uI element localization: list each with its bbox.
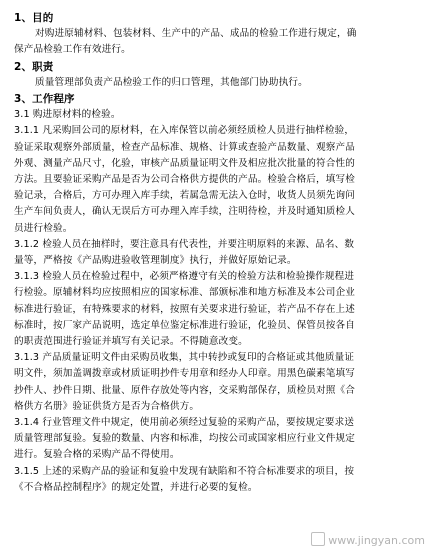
watermark-text: www.jingyan.com (328, 534, 425, 547)
text-line: 3.1.5 上述的采购产品的验证和复验中发现有缺陷和不符合标准要求的项目，按 (14, 465, 355, 477)
text-line: 3.1.1 凡采购回公司的原材料，在入库保管以前必须经质检人员进行抽样检验， (14, 125, 355, 137)
text-line: 员进行检验。 (14, 222, 73, 234)
text-line: 3.1.2 检验人员在抽样时，要注意具有代表性，并要注明原料的来源、品名、数 (14, 238, 355, 250)
text-line: 进行。复验合格的采购产品不得使用。 (14, 449, 180, 461)
text-line: 量等，严格按《产品购进验收管理制度》执行，并做好原始记录。 (14, 255, 297, 267)
text-line: 行检验。原辅材料均应按照相应的国家标准、部颁标准和地方标准及本公司企业 (14, 287, 356, 299)
text-line: 标准时，按厂家产品说明，选定单位鉴定标准进行验证，化验员、保管员按各自 (14, 319, 356, 331)
text-line: 抄件人、抄件日期、批量、原件存放处等内容，交采购部保存，质检员对照《合 (14, 384, 356, 396)
section-heading: 1、目的 (14, 12, 54, 24)
section-heading: 2、职责 (14, 60, 54, 73)
text-line: 验记录，合格后，方可办理入库手续，若属急需无法入仓时，收货人员须先询问 (14, 190, 356, 202)
text-line: 验证采取观察外部质量，检查产品标准、规格、计算或查验产品数量、观察产品 (14, 141, 356, 153)
text-line: 3.1.3 产品质量证明文件由采购员收集，其中转抄或复印的合格证或其他质量证 (14, 352, 355, 364)
document-body (14, 10, 421, 496)
text-line: 3.1 购进原材料的检验。 (14, 109, 121, 121)
text-line: 《不合格品控制程序》的规定处置，并进行必要的复检。 (14, 481, 258, 493)
text-line: 3.1.3 检验人员在检验过程中，必须严格遵守有关的检验方法和检验操作规程进 (14, 271, 355, 283)
text-line: 明文件，须加盖调拨章或材质证明抄件专用章和经办人印章。用黑色碳素笔填写 (14, 368, 356, 380)
text-line: 质量管理部复验。复验的数量、内容和标准，均按公司或国家相应行业文件规定 (14, 433, 356, 445)
watermark (311, 532, 425, 547)
text-line: 对购进原辅材料、包装材料、生产中的产品、成品的检验工作进行规定，确 (35, 28, 357, 40)
text-line: 格供方名册》验证供货方是否为合格供方。 (14, 400, 200, 412)
text-line: 的职责范围进行验证并填写有关记录。不得随意改变。 (14, 336, 248, 348)
text-line: 标准进行验证，有特殊要求的材料，按照有关要求进行验证，若产品不存在上述 (14, 303, 356, 315)
text-line: 质量管理部负责产品检验工作的归口管理，其他部门协助执行。 (35, 76, 308, 88)
text-line: 3.1.4 行业管理文件中规定，使用前必须经过复验的采购产品，要按规定要求送 (14, 417, 355, 429)
text-line: 方法。且要验证采购产品是否为公司合格供方提供的产品。检验合格后，填写检 (14, 174, 356, 186)
text-line: 生产车间负责人，确认无误后方可办理入库手续，注明待检，并及时通知质检人 (14, 206, 356, 218)
section-heading: 3、工作程序 (14, 93, 75, 106)
watermark-logo-icon (311, 532, 325, 546)
text-line: 外观、测量产品尺寸，化验，审核产品质量证明文件及相应批次批量的符合性的 (14, 157, 356, 169)
text-line: 保产品检验工作有效进行。 (14, 44, 131, 56)
